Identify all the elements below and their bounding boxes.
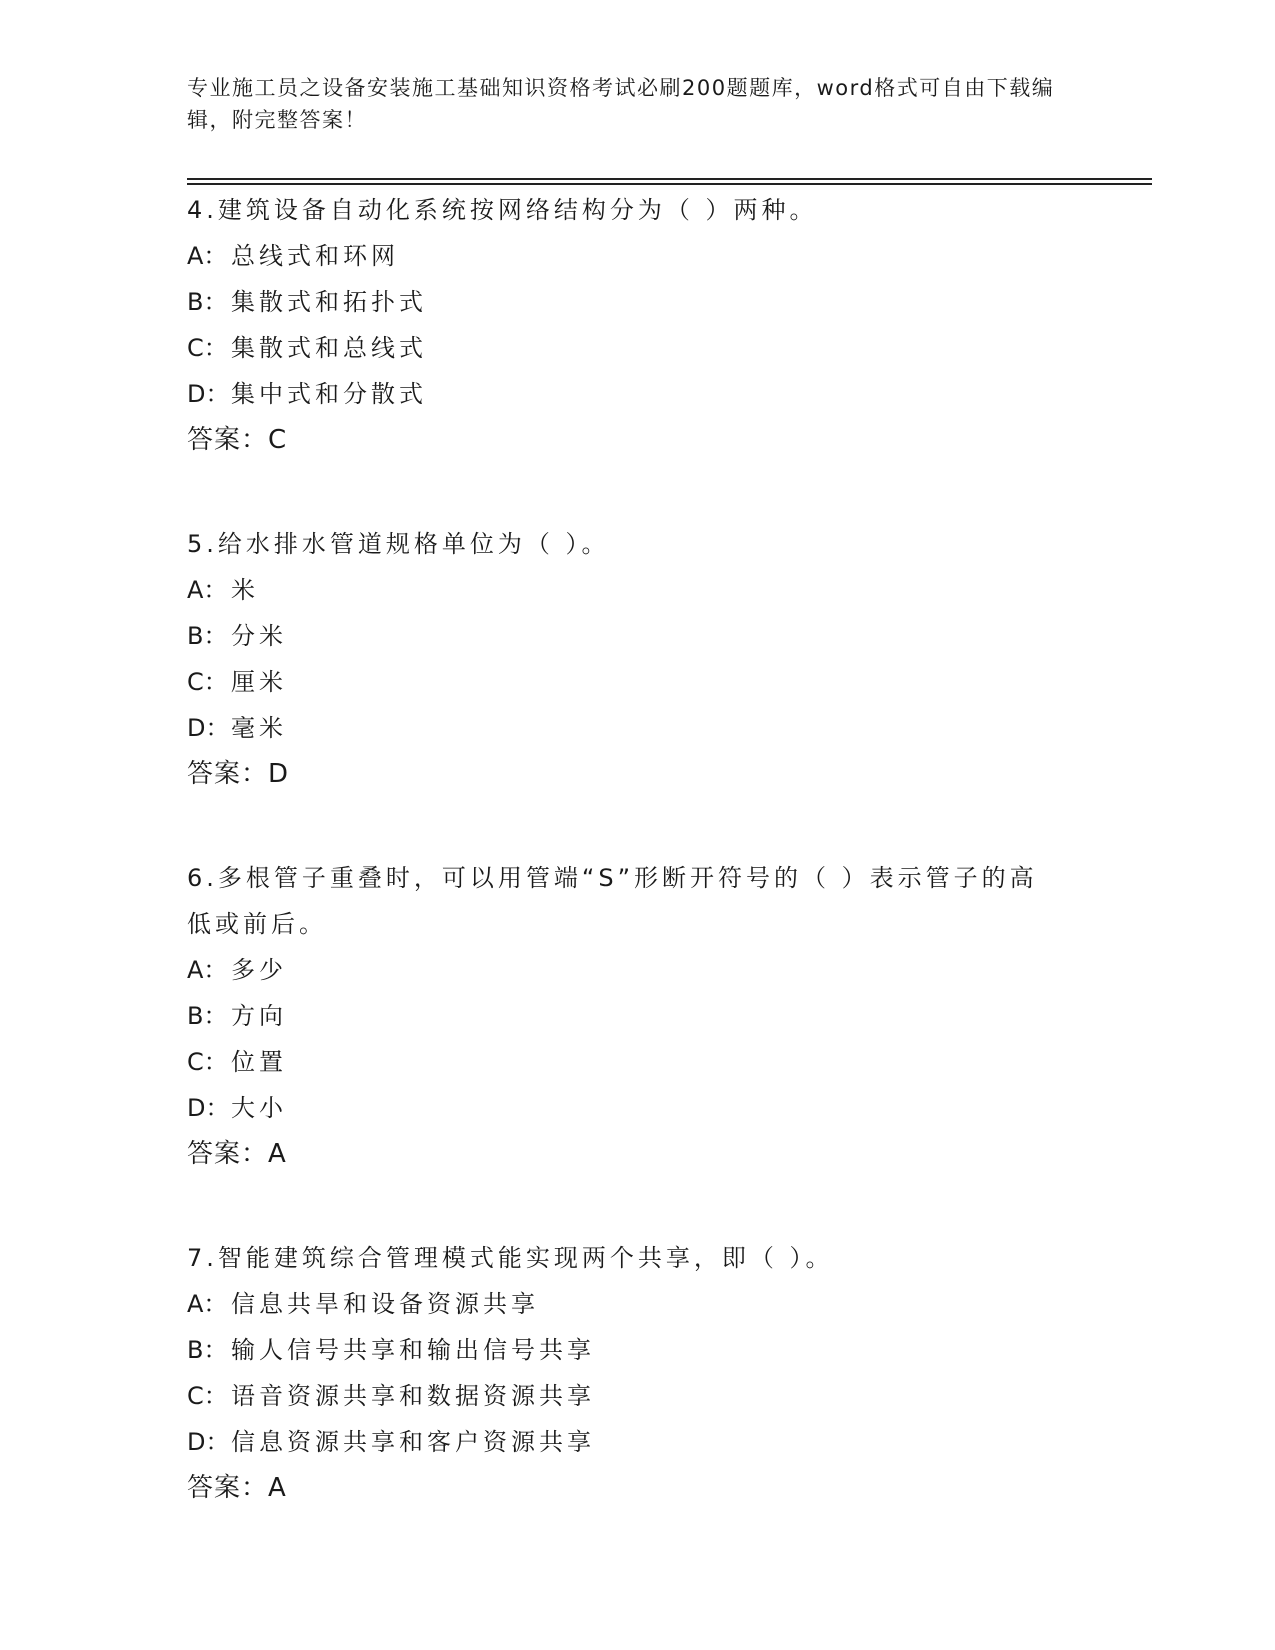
option-a — [187, 947, 1087, 993]
question-list — [187, 187, 1087, 1569]
question-stem: 5.给水排水管道规格单位为（ ）。 — [187, 530, 610, 558]
option-letter: D： — [187, 380, 230, 408]
option-text: 信息资源共享和客户资源共享 — [231, 1428, 595, 1456]
option-d — [187, 371, 1087, 417]
option-text: 信息共旱和设备资源共享 — [231, 1290, 539, 1318]
option-c — [187, 1373, 1087, 1419]
question-block — [187, 1235, 1087, 1511]
option-text: 输人信号共享和输出信号共享 — [231, 1336, 595, 1364]
option-text: 大小 — [231, 1094, 287, 1122]
question-block — [187, 855, 1087, 1177]
option-c — [187, 1039, 1087, 1085]
option-b — [187, 613, 1087, 659]
question-block — [187, 521, 1087, 797]
option-text: 毫米 — [231, 714, 287, 742]
document-header: 专业施工员之设备安装施工基础知识资格考试必刷200题题库，word格式可自由下载编辑，附完整答案！ — [187, 76, 1055, 132]
option-letter: B： — [187, 288, 228, 316]
option-d — [187, 1419, 1087, 1465]
option-b — [187, 1327, 1087, 1373]
option-c — [187, 325, 1087, 371]
option-letter: C： — [187, 1048, 228, 1076]
option-letter: D： — [187, 1094, 230, 1122]
answer-line: 答案：A — [187, 1139, 287, 1169]
option-letter: B： — [187, 622, 228, 650]
option-a — [187, 1281, 1087, 1327]
option-b — [187, 279, 1087, 325]
answer-line: 答案：A — [187, 1473, 287, 1503]
option-letter: D： — [187, 1428, 230, 1456]
option-letter: B： — [187, 1336, 228, 1364]
question-stem: 7.智能建筑综合管理模式能实现两个共享，即（ ）。 — [187, 1244, 834, 1272]
option-letter: A： — [187, 576, 228, 604]
option-text: 多少 — [231, 956, 287, 984]
option-letter: C： — [187, 668, 228, 696]
question-stem: 6.多根管子重叠时，可以用管端“S”形断开符号的（ ）表示管子的高低或前后。 — [187, 864, 1038, 938]
header-divider-top — [187, 178, 1152, 180]
option-a — [187, 233, 1087, 279]
option-letter: C： — [187, 334, 228, 362]
question-stem: 4.建筑设备自动化系统按网络结构分为（ ）两种。 — [187, 196, 818, 224]
option-letter: D： — [187, 714, 230, 742]
answer-line: 答案：C — [187, 425, 288, 455]
option-letter: A： — [187, 1290, 228, 1318]
header-divider-bottom — [187, 183, 1152, 185]
option-d — [187, 1085, 1087, 1131]
option-text: 语音资源共享和数据资源共享 — [231, 1382, 595, 1410]
option-a — [187, 567, 1087, 613]
answer-line: 答案：D — [187, 759, 290, 789]
option-text: 集散式和总线式 — [231, 334, 427, 362]
question-block — [187, 187, 1087, 463]
option-letter: A： — [187, 242, 228, 270]
option-text: 集中式和分散式 — [231, 380, 427, 408]
option-letter: B： — [187, 1002, 228, 1030]
option-c — [187, 659, 1087, 705]
option-letter: C： — [187, 1382, 228, 1410]
option-text: 总线式和环网 — [231, 242, 399, 270]
option-text: 集散式和拓扑式 — [231, 288, 427, 316]
option-text: 米 — [231, 576, 259, 604]
option-letter: A： — [187, 956, 228, 984]
option-b — [187, 993, 1087, 1039]
option-text: 方向 — [231, 1002, 287, 1030]
option-text: 位置 — [231, 1048, 287, 1076]
option-text: 厘米 — [231, 668, 287, 696]
option-d — [187, 705, 1087, 751]
option-text: 分米 — [231, 622, 287, 650]
